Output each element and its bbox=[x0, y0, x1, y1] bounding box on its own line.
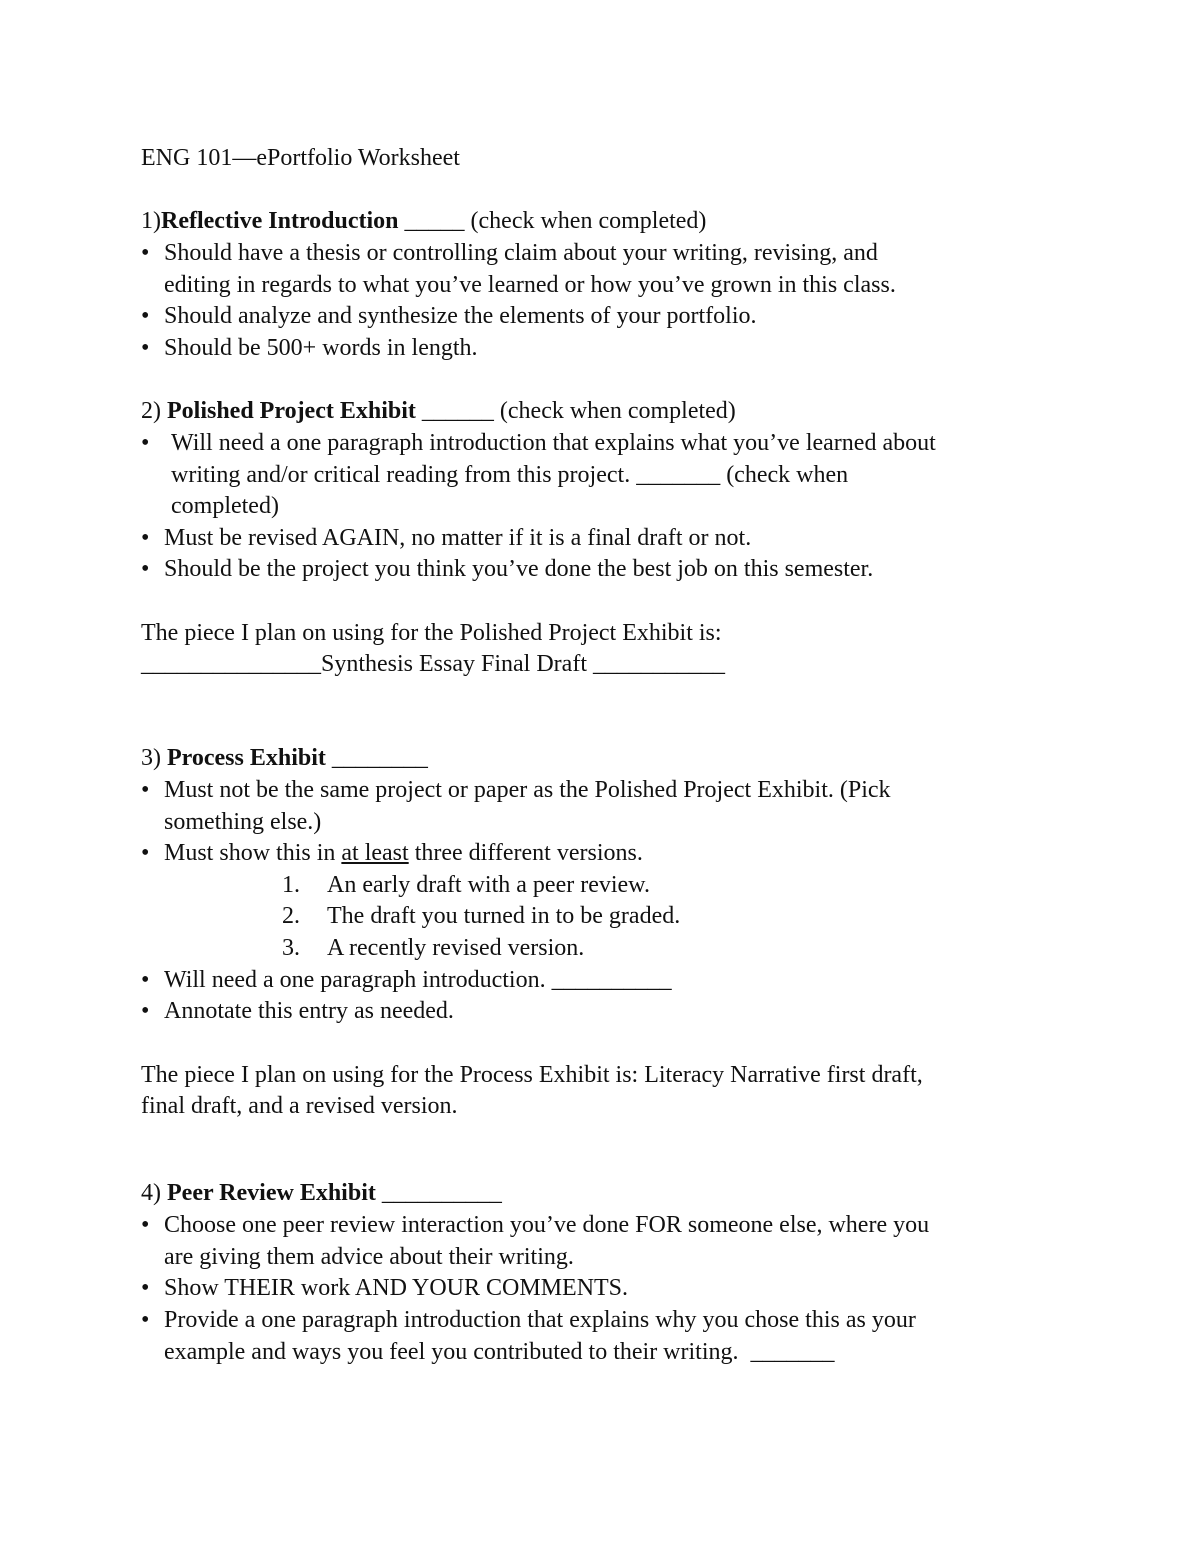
section-4-bullet-3-line-2: example and ways you feel you contributed to their writing. _______ bbox=[164, 1339, 835, 1365]
numbered-item-text: A recently revised version. bbox=[327, 935, 585, 961]
section-4-bullet-2: Show THEIR work AND YOUR COMMENTS. bbox=[164, 1275, 629, 1301]
section-1-bullet-2: Should analyze and synthesize the elements of your portfolio. bbox=[164, 303, 757, 329]
section-2-number: 2) bbox=[141, 398, 167, 424]
section-3-bullet-1-line-1: Must not be the same project or paper as the Polished Project Exhibit. (Pick bbox=[164, 777, 891, 803]
section-3-heading-line bbox=[141, 742, 428, 774]
section-3-number: 3) bbox=[141, 745, 167, 771]
numbered-item-number: 3. bbox=[282, 935, 300, 961]
bullet-glyph: • bbox=[141, 967, 150, 993]
section-1-number: 1) bbox=[141, 208, 161, 234]
section-1-bullet-1-line-2: editing in regards to what you’ve learned or how you’ve grown in this class. bbox=[164, 272, 896, 298]
bullet-glyph: • bbox=[141, 335, 150, 361]
section-2-bullet-1-line-2: writing and/or critical reading from this project. _______ (check when bbox=[171, 462, 849, 488]
bullet-glyph: • bbox=[141, 1307, 150, 1333]
section-3-bullet-2-underlined: at least bbox=[341, 840, 409, 866]
section-2-blank: ______ bbox=[415, 398, 500, 424]
section-2-note: (check when completed) bbox=[499, 398, 736, 424]
section-4-number: 4) bbox=[141, 1180, 167, 1206]
section-1-note: (check when completed) bbox=[470, 208, 707, 234]
section-4-bullet-3-line-1: Provide a one paragraph introduction that explains why you chose this as your bbox=[164, 1307, 916, 1333]
numbered-item-number: 1. bbox=[282, 872, 300, 898]
section-1-bullet-1-line-1: Should have a thesis or controlling claim about your writing, revising, and bbox=[164, 240, 878, 266]
bullet-glyph: • bbox=[141, 777, 150, 803]
section-3-bullet-2-post: three different versions. bbox=[408, 840, 643, 866]
section-4-heading: Peer Review Exhibit bbox=[167, 1180, 376, 1206]
section-4-bullet-1-line-1: Choose one peer review interaction you’ve done FOR someone else, where you bbox=[164, 1212, 930, 1238]
section-2-bullet-1-line-3: completed) bbox=[171, 493, 279, 519]
bullet-glyph: • bbox=[141, 998, 150, 1024]
section-3-bullet-3: Will need a one paragraph introduction. __________ bbox=[164, 967, 672, 993]
bullet-glyph: • bbox=[141, 1275, 150, 1301]
section-2-plan-line-2: _______________Synthesis Essay Final Draft ___________ bbox=[141, 651, 725, 677]
section-2-plan-line-1: The piece I plan on using for the Polished Project Exhibit is: bbox=[141, 620, 722, 646]
section-2-heading: Polished Project Exhibit bbox=[167, 398, 416, 424]
section-3-bullet-1-line-2: something else.) bbox=[164, 809, 322, 835]
numbered-item-number: 2. bbox=[282, 903, 300, 929]
section-3-bullet-4: Annotate this entry as needed. bbox=[164, 998, 454, 1024]
section-3-bullet-2-pre: Must show this in bbox=[164, 840, 342, 866]
section-4-blank: __________ bbox=[375, 1180, 502, 1206]
section-1-heading-line bbox=[141, 205, 706, 237]
section-3-heading: Process Exhibit bbox=[167, 745, 326, 771]
section-4-heading-line bbox=[141, 1177, 502, 1209]
section-2-bullet-2: Must be revised AGAIN, no matter if it is a final draft or not. bbox=[164, 525, 752, 551]
numbered-item-text: The draft you turned in to be graded. bbox=[327, 903, 681, 929]
section-3-plan-line-2: final draft, and a revised version. bbox=[141, 1093, 458, 1119]
section-3-bullet-2-line bbox=[164, 837, 643, 869]
bullet-glyph: • bbox=[141, 303, 150, 329]
bullet-glyph: • bbox=[141, 1212, 150, 1238]
section-2-bullet-1-line-1: Will need a one paragraph introduction that explains what you’ve learned about bbox=[171, 430, 936, 456]
page-title: ENG 101—ePortfolio Worksheet bbox=[141, 145, 460, 171]
section-1-blank: _____ bbox=[398, 208, 471, 234]
section-3-blank: ________ bbox=[325, 745, 428, 771]
section-2-bullet-3: Should be the project you think you’ve done the best job on this semester. bbox=[164, 556, 874, 582]
bullet-glyph: • bbox=[141, 840, 150, 866]
bullet-glyph: • bbox=[141, 240, 150, 266]
numbered-item-text: An early draft with a peer review. bbox=[327, 872, 650, 898]
section-2-heading-line bbox=[141, 395, 736, 427]
section-4-bullet-1-line-2: are giving them advice about their writing. bbox=[164, 1244, 574, 1270]
section-3-plan-line-1: The piece I plan on using for the Process Exhibit is: Literacy Narrative first draft, bbox=[141, 1062, 923, 1088]
bullet-glyph: • bbox=[141, 430, 150, 456]
section-1-heading: Reflective Introduction bbox=[161, 208, 399, 234]
bullet-glyph: • bbox=[141, 525, 150, 551]
section-1-bullet-3: Should be 500+ words in length. bbox=[164, 335, 478, 361]
bullet-glyph: • bbox=[141, 556, 150, 582]
